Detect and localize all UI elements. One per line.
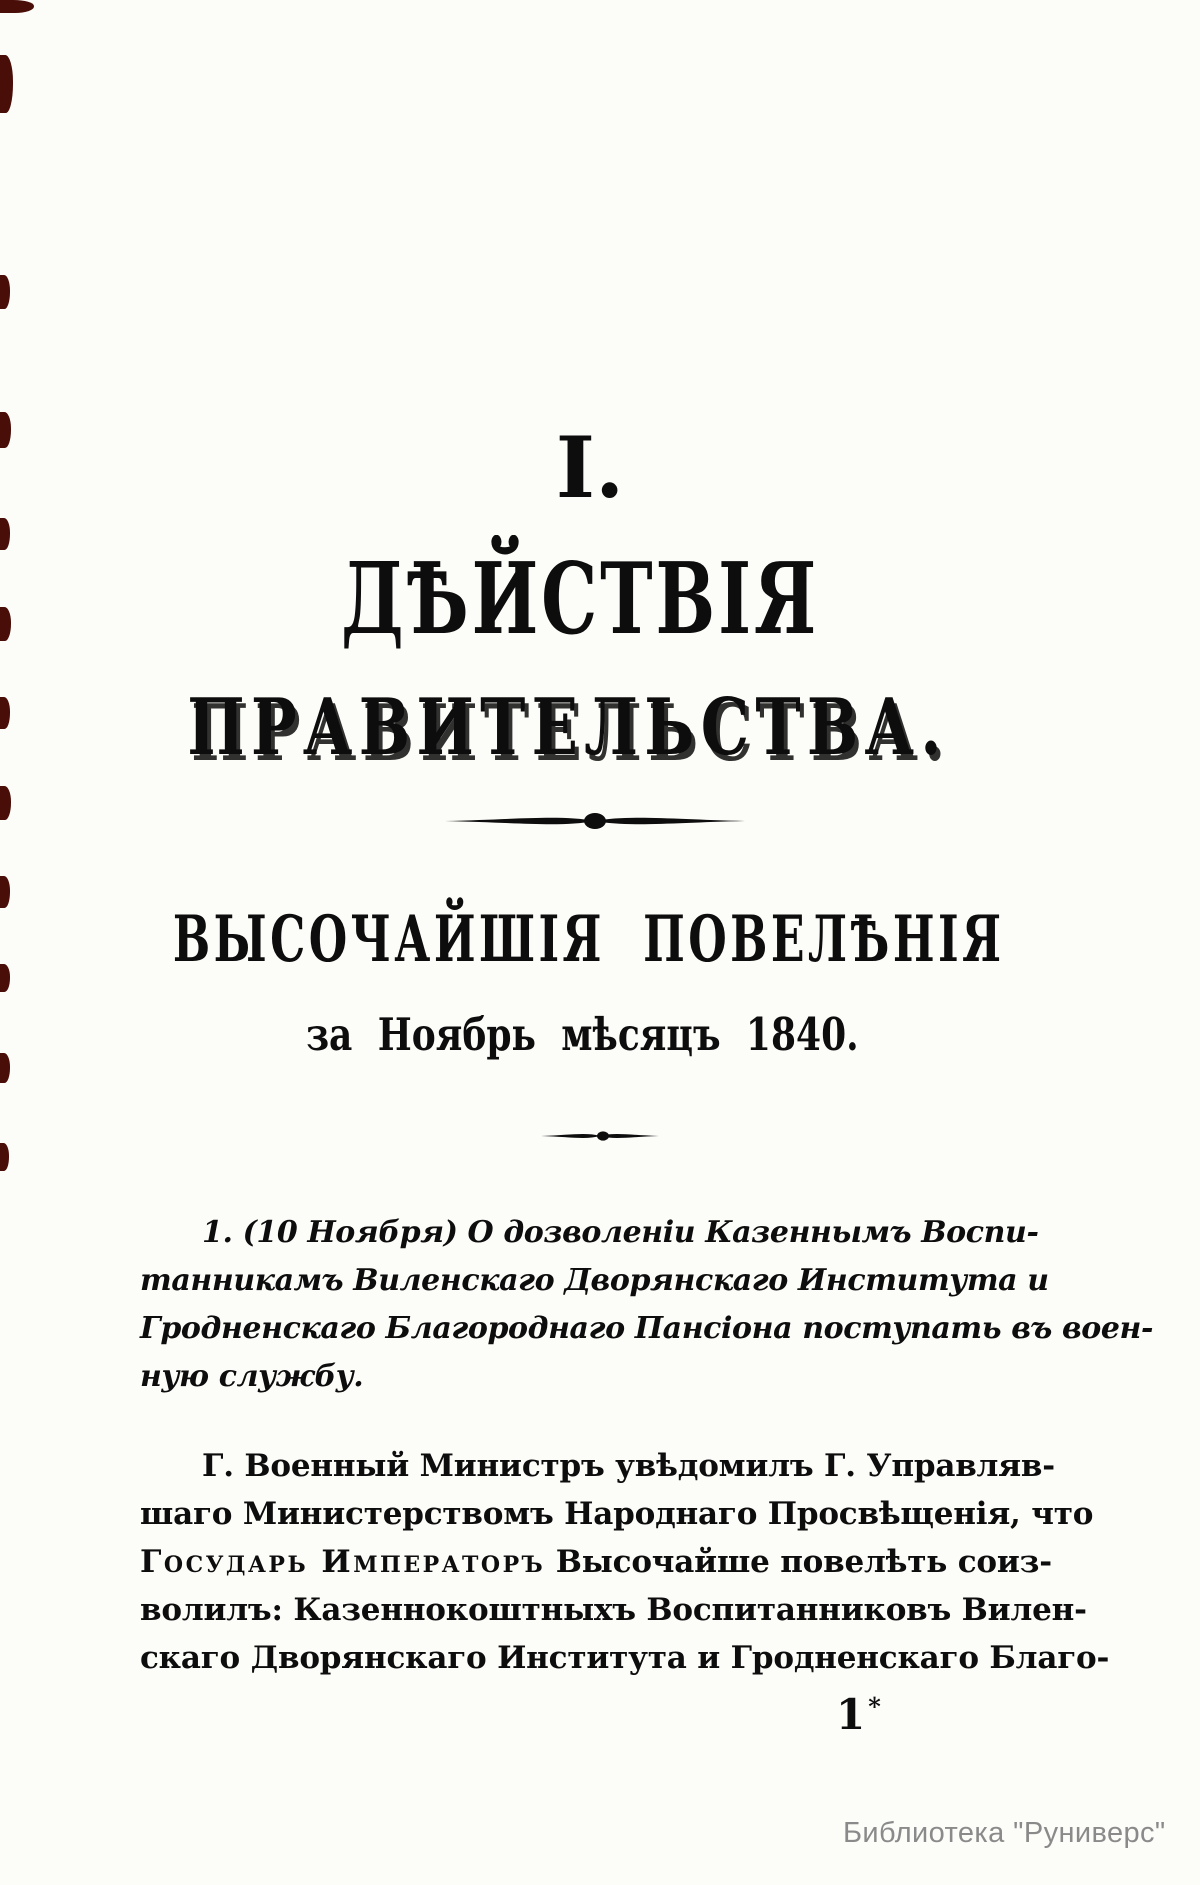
library-watermark: Библиотека "Руниверс" bbox=[843, 1817, 1166, 1849]
signature-number: 1 bbox=[836, 1690, 866, 1739]
page-title bbox=[0, 542, 1200, 657]
body-line-1: Г. Военный Министръ увѣдомилъ Г. Управляв- bbox=[202, 1448, 1055, 1484]
page-title-text: ДѢЙСТВІЯ bbox=[340, 542, 820, 657]
section-numeral bbox=[0, 418, 1200, 517]
page-title-line2 bbox=[0, 682, 1200, 773]
scan-edge-mark bbox=[0, 275, 10, 309]
section-heading-text: ВЫСОЧАЙШІЯ ПОВЕЛѢНІЯ bbox=[172, 902, 1005, 977]
section-subheading-text: за Ноябрь мѣсяцъ 1840. bbox=[305, 1008, 859, 1061]
signature-mark bbox=[836, 1690, 881, 1739]
section-numeral-text: I. bbox=[555, 418, 625, 517]
divider-rule-small-shape bbox=[541, 1130, 659, 1142]
decree-summary-line-4: ную службу. bbox=[140, 1359, 364, 1394]
body-line-2: шаго Министерствомъ Народнаго Просвѣщенія, что bbox=[140, 1496, 1094, 1532]
signature-asterisk: * bbox=[868, 1692, 881, 1721]
section-heading bbox=[0, 902, 1200, 977]
scan-edge-mark bbox=[0, 1143, 9, 1171]
body-line-5: скаго Дворянскаго Института и Гродненскаго Благо- bbox=[140, 1640, 1110, 1676]
decree-summary-paragraph bbox=[140, 1209, 1154, 1401]
divider-rule-small bbox=[0, 1127, 1200, 1146]
body-line-3-emphasis: Государь Императоръ bbox=[140, 1544, 546, 1580]
scan-edge-mark bbox=[0, 55, 13, 113]
scan-edge-mark bbox=[0, 0, 34, 13]
decree-summary-line-1: 1. (10 Ноября) О дозволеніи Казеннымъ Воспи- bbox=[202, 1215, 1039, 1250]
body-line-3 bbox=[140, 1538, 1052, 1586]
body-paragraph bbox=[140, 1442, 1110, 1682]
page-title-line2-text: ПРАВИТЕЛЬСТВА. bbox=[187, 682, 949, 773]
decree-summary-line-3: Гродненскаго Благороднаго Пансіона поступать въ воен- bbox=[140, 1311, 1154, 1346]
divider-rule-large-shape bbox=[445, 812, 745, 830]
divider-rule-large bbox=[0, 812, 1200, 834]
body-line-3-rest: Высочайше повелѣть соиз- bbox=[545, 1544, 1052, 1580]
decree-summary-line-2: танникамъ Виленскаго Дворянскаго Института и bbox=[140, 1263, 1049, 1298]
body-line-4: волилъ: Казеннокоштныхъ Воспитанниковъ Вилен- bbox=[140, 1592, 1087, 1628]
section-subheading bbox=[0, 1008, 1200, 1061]
